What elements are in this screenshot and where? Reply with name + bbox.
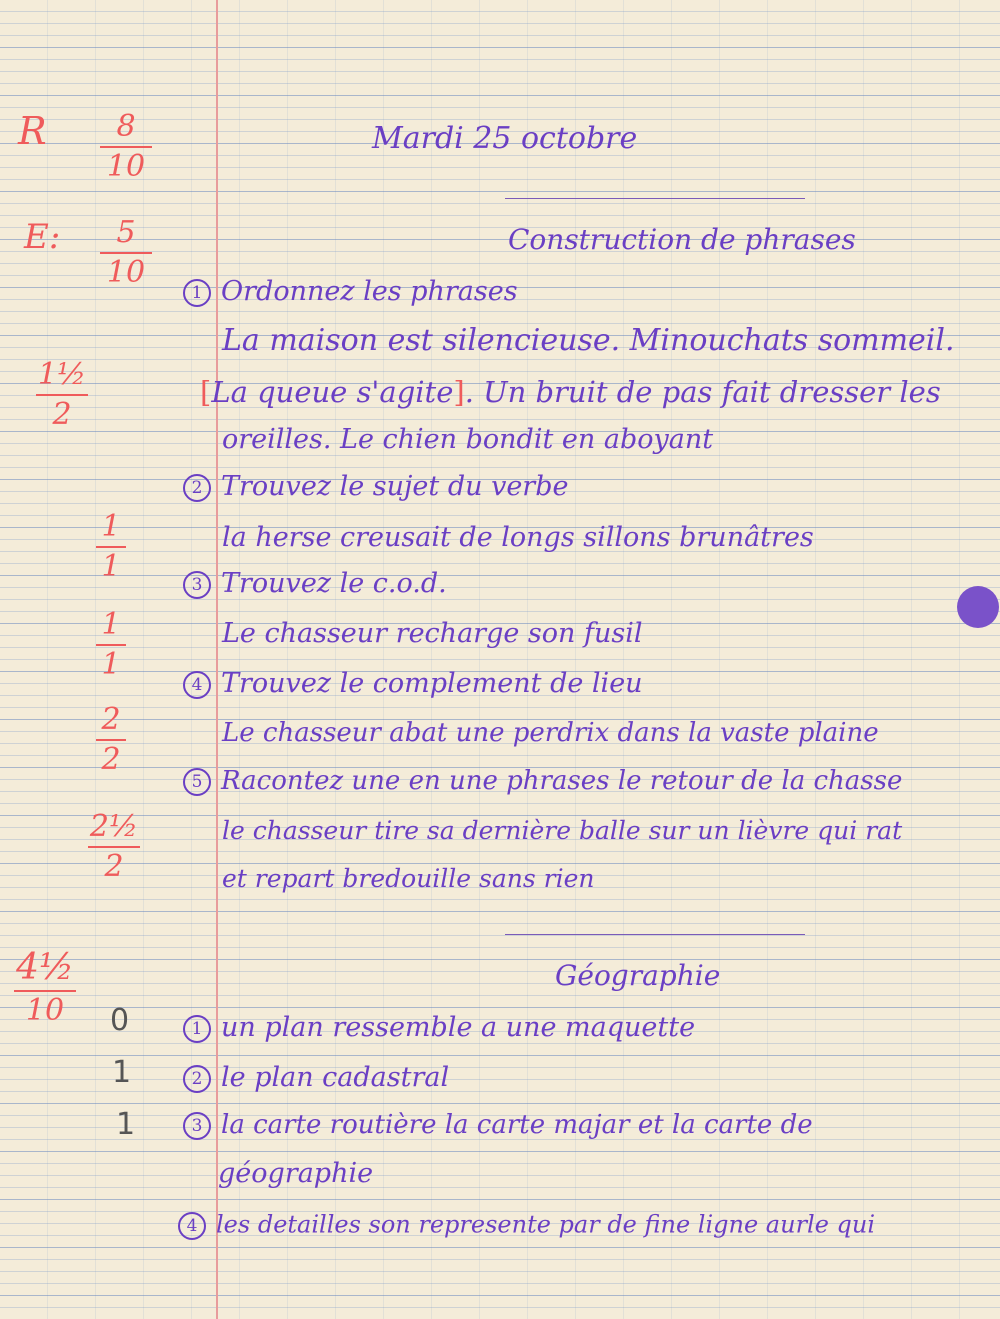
fraction-bar: [96, 644, 126, 646]
grade-q1: [36, 357, 88, 432]
geo-answer-3-continued: géographie: [218, 1158, 374, 1189]
grade-q1-den: 2: [52, 397, 72, 432]
grade-e-den: 10: [106, 255, 146, 290]
answer-4: Le chasseur abat une perdrix dans la vaste plaine: [222, 718, 879, 748]
grade-q3-den: 1: [101, 647, 121, 682]
fraction-bar: [14, 990, 76, 992]
grade-q3: [96, 607, 126, 682]
fraction-bar: [96, 546, 126, 548]
question-number-4: 4: [183, 671, 211, 699]
answer-3: Le chasseur recharge son fusil: [222, 618, 643, 649]
geo-number-3: 3: [183, 1112, 211, 1140]
geo-answer-1: [183, 1014, 695, 1043]
answer-5-line-1: le chasseur tire sa dernière balle sur un lièvre qui rat: [222, 816, 903, 845]
geo-answer-2: [183, 1064, 449, 1093]
date-heading: Mardi 25 octobre: [372, 121, 638, 156]
geo-number-4: 4: [178, 1212, 206, 1240]
question-1: [183, 278, 518, 307]
bracket-open: [: [200, 375, 212, 409]
grade-q4-den: 2: [101, 742, 121, 777]
grade-q5: [88, 809, 140, 884]
answer-1-line-2: [200, 375, 941, 409]
question-2-text: Trouvez le sujet du verbe: [221, 471, 569, 502]
grade-e: [100, 215, 152, 290]
geo-number-1: 1: [183, 1015, 211, 1043]
question-number-2: 2: [183, 474, 211, 502]
grade-q4: [96, 702, 126, 777]
question-number-3: 3: [183, 571, 211, 599]
question-3-text: Trouvez le c.o.d.: [221, 568, 447, 599]
grade-e-num: 5: [116, 215, 136, 250]
geo-answer-4-text: les detailles son represente par de fine ligne aurle qui: [216, 1210, 876, 1239]
question-5-text: Racontez une en une phrases le retour de la chasse: [221, 766, 903, 796]
answer-1-line-2b: . Un bruit de pas fait dresser les: [464, 375, 941, 409]
section-title-geographie: Géographie: [555, 959, 721, 992]
fraction-bar: [100, 252, 152, 254]
question-number-1: 1: [183, 279, 211, 307]
geo-answer-2-text: le plan cadastral: [221, 1062, 450, 1093]
answer-1-line-3: oreilles. Le chien bondit en aboyant: [222, 424, 714, 455]
grade-geographie: [14, 947, 76, 1028]
question-number-5: 5: [183, 768, 211, 796]
grade-geo-den: 10: [25, 993, 65, 1028]
geo-answer-3-text: la carte routière la carte majar et la carte de: [221, 1110, 813, 1140]
grade-q2: [96, 509, 126, 584]
answer-2: la herse creusait de longs sillons brunâtres: [222, 522, 814, 553]
grade-q5-num: 2½: [89, 809, 139, 844]
grade-r-den: 10: [106, 149, 146, 184]
bracket-close: ]: [453, 375, 465, 409]
grade-q3-num: 1: [101, 607, 121, 642]
fraction-bar: [96, 739, 126, 741]
pencil-grade-1: 0: [110, 1003, 130, 1038]
section-title-construction: Construction de phrases: [508, 223, 856, 256]
question-4: [183, 670, 643, 699]
grade-r: [100, 109, 152, 184]
question-2: [183, 473, 568, 502]
answer-1-line-2a: La queue s'agite: [211, 375, 454, 409]
pencil-grade-3: 1: [116, 1107, 136, 1142]
answer-5-line-2: et repart bredouille sans rien: [222, 864, 595, 893]
geo-number-2: 2: [183, 1065, 211, 1093]
grade-q5-den: 2: [104, 849, 124, 884]
question-5: [183, 768, 902, 796]
grade-e-label: E:: [24, 217, 61, 257]
fraction-bar: [36, 394, 88, 396]
binder-hole: [957, 586, 999, 628]
grade-q2-den: 1: [101, 549, 121, 584]
fraction-bar: [88, 846, 140, 848]
question-4-text: Trouvez le complement de lieu: [221, 668, 643, 699]
grade-r-label: R: [18, 109, 47, 153]
separator-line: [505, 198, 805, 199]
separator-line: [505, 934, 805, 935]
fraction-bar: [100, 146, 152, 148]
geo-answer-1-text: un plan ressemble a une maquette: [221, 1012, 696, 1043]
pencil-grade-2: 1: [112, 1055, 132, 1090]
geo-answer-3: [183, 1112, 813, 1140]
grade-q4-num: 2: [101, 702, 121, 737]
grade-q1-num: 1½: [37, 357, 87, 392]
geo-answer-4: [178, 1212, 875, 1240]
answer-1-line-1: La maison est silencieuse. Minouchats sommeil.: [222, 323, 955, 358]
grade-r-num: 8: [116, 109, 136, 144]
grade-q2-num: 1: [101, 509, 121, 544]
grade-geo-num: 4½: [16, 947, 74, 988]
question-1-text: Ordonnez les phrases: [221, 276, 518, 307]
question-3: [183, 570, 447, 599]
